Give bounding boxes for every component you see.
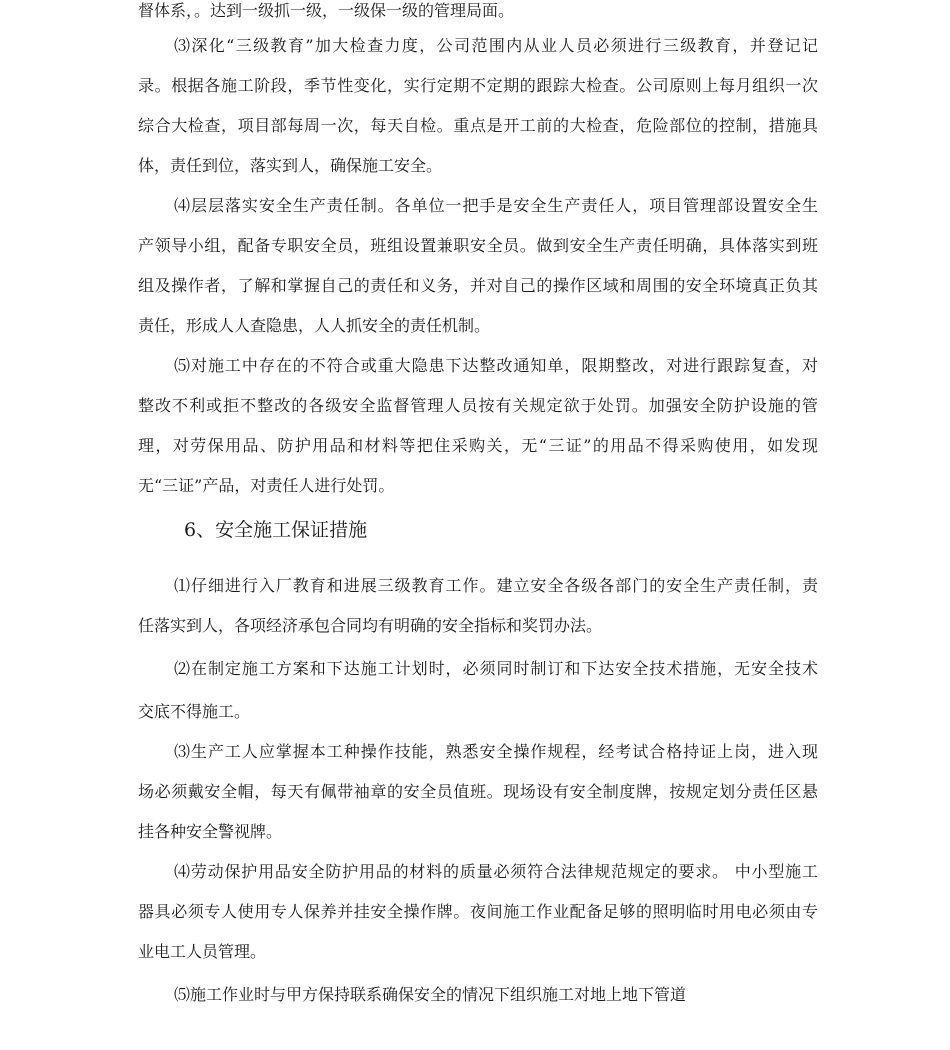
section-heading: 6、安全施工保证措施 [184, 519, 368, 541]
text-line: ⑵在制定施工方案和下达施工计划时，必须同时制订和下达安全技术措施，无安全技术 [174, 659, 818, 678]
text-line: ⑷劳动保护用品安全防护用品的材料的质量必须符合法律规范规定的要求。 中小型施工 [174, 862, 818, 881]
text-line: ⑸施工作业时与甲方保持联系确保安全的情况下组织施工对地上地下管道 [174, 985, 687, 1004]
text-line: 交底不得施工。 [138, 702, 251, 721]
text-line: 组及操作者，了解和掌握自己的责任和义务，并对自己的操作区域和周围的安全环境真正负其 [138, 276, 818, 295]
text-line: 督体系，。达到一级抓一级，一级保一级的管理局面。 [138, 1, 515, 20]
text-line: ⑴仔细进行入厂教育和进展三级教育工作。建立安全各级各部门的安全生产责任制，责 [174, 576, 818, 595]
text-line: 器具必须专人使用专人保养并挂安全操作牌。夜间施工作业配备足够的照明临时用电必须由专 [138, 902, 818, 921]
text-line: 无“三证”产品，对责任人进行处罚。 [138, 476, 395, 495]
text-line: 产领导小组，配备专职安全员，班组设置兼职安全员。做到安全生产责任明确，具体落实到班 [138, 236, 818, 255]
text-line: 挂各种安全警视牌。 [138, 822, 283, 841]
text-line: 体，责任到位，落实到人，确保施工安全。 [138, 156, 443, 175]
text-line: ⑶生产工人应掌握本工种操作技能，熟悉安全操作规程，经考试合格持证上岗，进入现 [174, 742, 818, 761]
text-line: 整改不利或拒不整改的各级安全监督管理人员按有关规定欲于处罚。加强安全防护设施的管 [138, 396, 818, 415]
text-line: 综合大检查，项目部每周一次，每天自检。重点是开工前的大检查，危险部位的控制，措施具 [138, 116, 818, 135]
text-line: 责任，形成人人查隐患，人人抓安全的责任机制。 [138, 316, 491, 335]
text-line: 理，对劳保用品、防护用品和材料等把住采购关，无“三证”的用品不得采购使用，如发现 [138, 436, 818, 455]
text-line: ⑸对施工中存在的不符合或重大隐患下达整改通知单，限期整改，对进行跟踪复查，对 [174, 356, 818, 375]
text-line: ⑷层层落实安全生产责任制。各单位一把手是安全生产责任人，项目管理部设置安全生 [174, 196, 818, 215]
text-line: ⑶深化“三级教育”加大检查力度，公司范围内从业人员必须进行三级教育，并登记记 [174, 36, 818, 55]
text-line: 录。根据各施工阶段，季节性变化，实行定期不定期的跟踪大检查。公司原则上每月组织一次 [138, 76, 818, 95]
text-line: 业电工人员管理。 [138, 942, 267, 961]
text-line: 场必须戴安全帽，每天有佩带袖章的安全员值班。现场设有安全制度牌，按规定划分责任区悬 [138, 782, 818, 801]
text-line: 任落实到人，各项经济承包合同均有明确的安全指标和奖罚办法。 [138, 616, 603, 635]
